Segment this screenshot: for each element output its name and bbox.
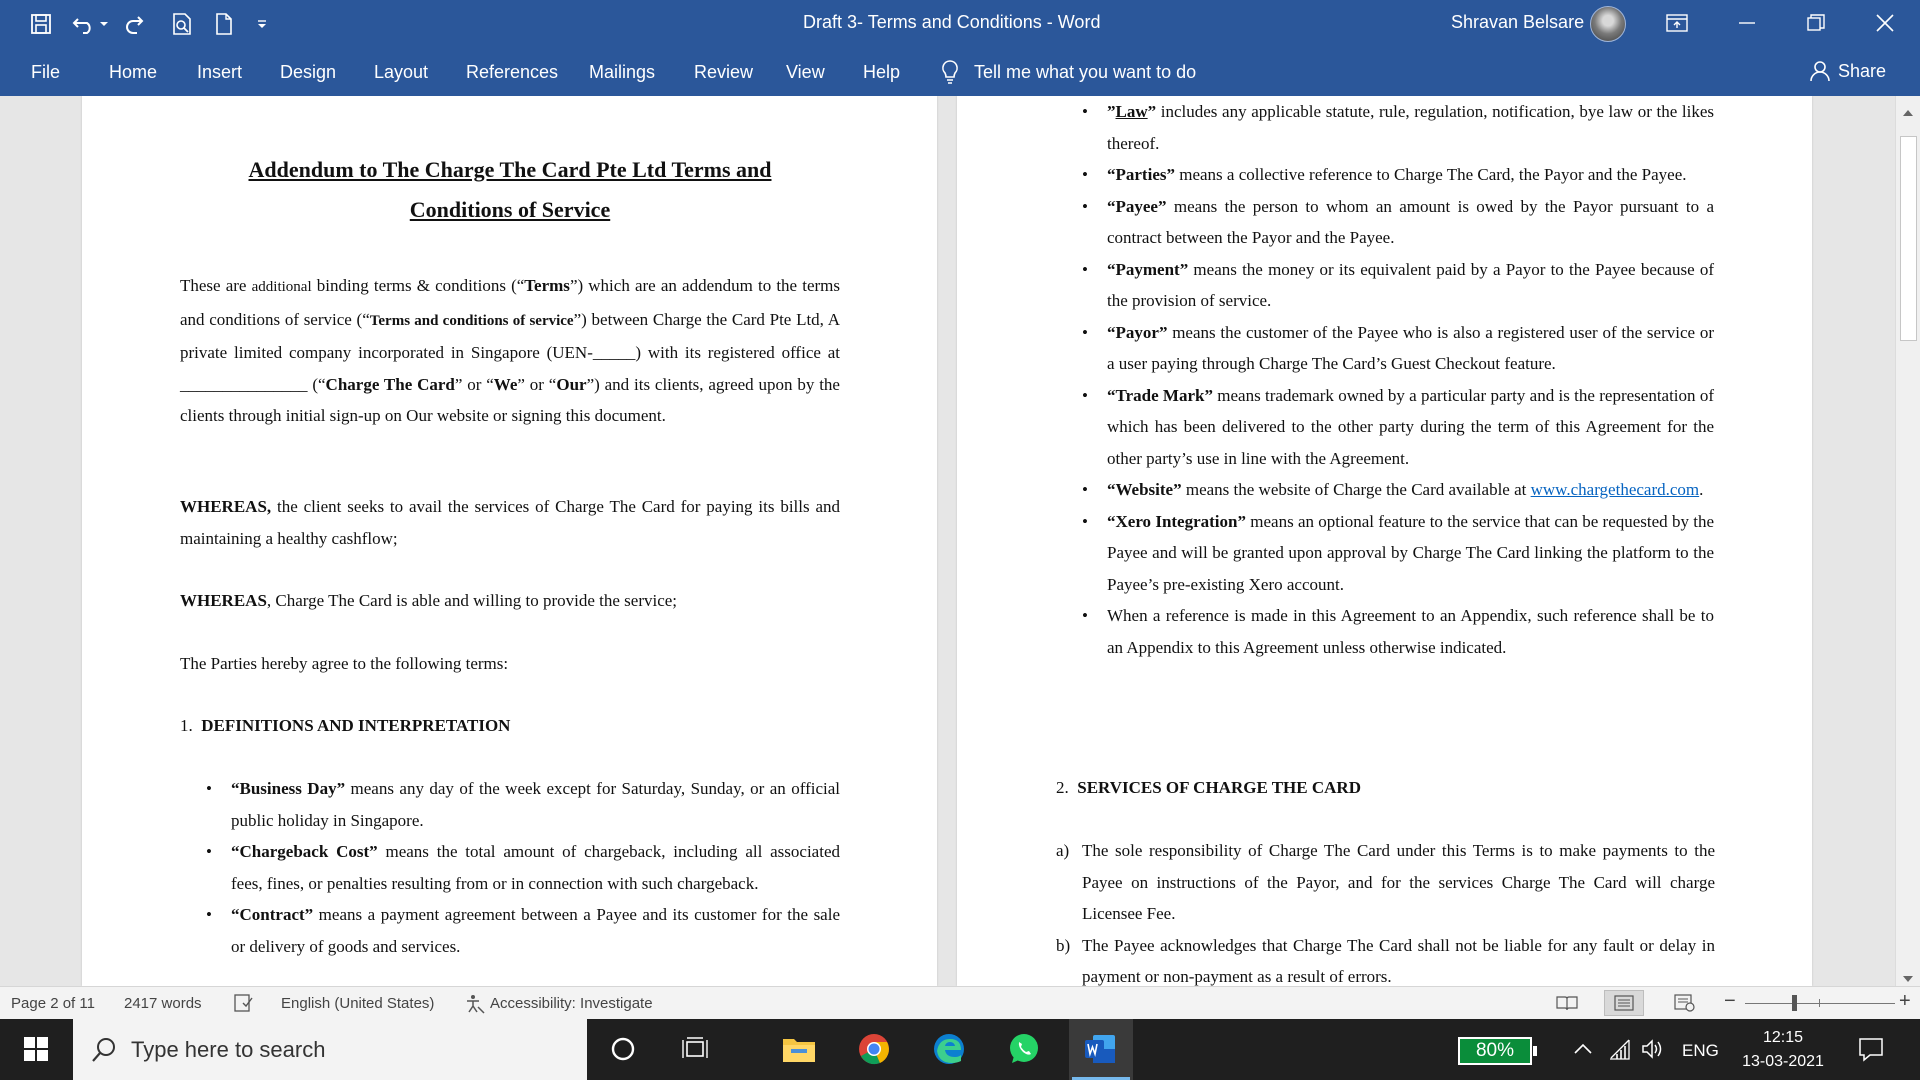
avatar[interactable] [1590, 6, 1626, 42]
save-icon[interactable] [27, 12, 55, 36]
title-bar [0, 0, 1920, 47]
customize-toolbar-icon[interactable] [254, 12, 270, 36]
ribbon-display-options-icon[interactable] [1662, 10, 1692, 36]
search-placeholder: Type here to search [131, 1036, 326, 1062]
print-layout-icon[interactable] [1604, 990, 1644, 1016]
section-2-heading: 2. SERVICES OF CHARGE THE CARD [1056, 778, 1361, 797]
show-hidden-icons-icon[interactable] [1563, 1029, 1603, 1069]
cortana-icon[interactable] [603, 1029, 643, 1069]
vertical-scrollbar[interactable] [1895, 96, 1920, 986]
lightbulb-icon [940, 59, 960, 85]
search-icon [91, 1037, 117, 1063]
list-item: • When a reference is made in this Agreement to an Appendix, such reference shall be to an Appendix to this Agreement unless otherwise indicated. [1082, 606, 1714, 657]
zoom-in-icon[interactable]: + [1899, 990, 1911, 1012]
undo-dropdown-icon[interactable] [96, 12, 112, 36]
web-layout-icon[interactable] [1665, 990, 1705, 1016]
share-button[interactable] [1810, 60, 1886, 82]
new-document-icon[interactable] [210, 12, 238, 36]
list-item: • “Payor” means the customer of the Payee who is also a registered user of the service or a user paying through Charge The Card’s Guest Checkout feature. [1082, 322, 1714, 373]
list-item: • “Business Day” means any day of the week except for Saturday, Sunday, or an official public holiday in Singapore. [206, 779, 841, 830]
word-count[interactable]: 2417 words [124, 995, 202, 1012]
share-label: Share [1838, 60, 1887, 81]
list-item: • “Website” means the website of Charge the Card available at www.chargethecard.com. [1082, 480, 1704, 499]
document-title-text: Draft 3- Terms and Conditions - Word [803, 12, 1101, 32]
clock-time: 12:15 [1762, 1029, 1804, 1046]
list-item: • “Chargeback Cost” means the total amount of chargeback, including all associated fees, fines, or penalties resulting from or in connection with such chargeback. [206, 842, 840, 893]
user-name[interactable]: Shravan Belsare [1451, 12, 1585, 32]
scrollbar-thumb[interactable] [1900, 136, 1917, 341]
zoom-slider[interactable] [1745, 1003, 1895, 1004]
tab-mailings[interactable]: Mailings [589, 62, 656, 82]
proofing-icon[interactable] [234, 994, 254, 1016]
ribbon-tabs [0, 47, 1920, 96]
page-count[interactable]: Page 2 of 11 [11, 995, 95, 1012]
scroll-up-icon[interactable] [1902, 102, 1914, 121]
heading-line-1: Addendum to The Charge The Card Pte Ltd Terms and [248, 157, 772, 182]
tell-me-search[interactable] [940, 59, 1196, 85]
list-item: b) The Payee acknowledges that Charge The Card shall not be liable for any fault or delay in payment or non-payment as a result of errors. [1056, 935, 1715, 986]
tab-review[interactable]: Review [694, 62, 754, 82]
edge-icon[interactable] [929, 1029, 969, 1069]
volume-icon[interactable] [1633, 1029, 1673, 1069]
windows-taskbar [0, 1019, 1920, 1080]
redo-icon[interactable] [122, 12, 150, 36]
list-item: • “Xero Integration” means an optional feature to the service that can be requested by the Payee and will be granted upon approval by Charge The Card linking the platform to the Payee’s pre-existing Xero account. [1082, 511, 1714, 594]
list-item: a) The sole responsibility of Charge The Card under this Terms is to make payments to the Payee on instructions of the Payor, and for the services Charge The Card will charge Licensee Fee. [1056, 841, 1715, 923]
tab-layout[interactable]: Layout [374, 62, 429, 82]
list-item: • “Payee” means the person to whom an amount is owed by the Payor pursuant to a contract between the Payor and the Payee. [1082, 196, 1714, 247]
print-preview-icon[interactable] [168, 12, 196, 36]
list-item: • “Contract” means a payment agreement between a Payee and its customer for the sale or delivery of goods and services. [206, 905, 840, 956]
file-explorer-icon[interactable] [779, 1029, 819, 1069]
clock[interactable] [1738, 1026, 1828, 1074]
accessibility-status[interactable]: Accessibility: Investigate [490, 995, 653, 1012]
list-item: • ”Law” includes any applicable statute, rule, regulation, notification, bye law or the likes thereof. [1082, 102, 1714, 153]
tab-design[interactable]: Design [280, 62, 337, 82]
definitions-list-right [1082, 96, 1714, 663]
person-icon [1810, 60, 1830, 82]
whereas-paragraph-1: WHEREAS, the client seeks to avail the services of Charge The Card for paying its bills and maintaining a healthy cashflow; [180, 497, 840, 548]
parties-agree-paragraph: The Parties hereby agree to the following terms: [180, 654, 509, 673]
scroll-down-icon[interactable] [1902, 968, 1914, 987]
tab-view[interactable]: View [786, 62, 825, 82]
services-list [1056, 835, 1715, 986]
tab-file[interactable]: File [31, 62, 61, 82]
tab-insert[interactable]: Insert [197, 62, 243, 82]
zoom-slider-thumb[interactable] [1792, 995, 1797, 1011]
close-icon[interactable] [1870, 10, 1900, 36]
language-indicator[interactable]: English (United States) [281, 995, 435, 1012]
list-item: • “Trade Mark” means trademark owned by a particular party and is the representation of which has been delivered to the other party during the term of this Agreement for the other party’s use in line with the Agreement. [1082, 385, 1714, 468]
zoom-out-icon[interactable]: − [1724, 990, 1736, 1012]
list-item: • “Parties” means a collective reference to Charge The Card, the Payor and the Payee. [1082, 165, 1687, 184]
accessibility-icon[interactable] [465, 994, 485, 1018]
section-1-heading: 1. DEFINITIONS AND INTERPRETATION [180, 716, 511, 735]
tab-help[interactable]: Help [863, 62, 901, 82]
notifications-icon[interactable] [1851, 1029, 1891, 1069]
document-heading [180, 150, 840, 230]
tab-references[interactable]: References [466, 62, 559, 82]
restore-icon[interactable] [1801, 10, 1831, 36]
whatsapp-icon[interactable] [1004, 1029, 1044, 1069]
task-view-icon[interactable] [676, 1029, 716, 1069]
input-language[interactable]: ENG [1682, 1041, 1719, 1060]
whereas-paragraph-2: WHEREAS, Charge The Card is able and willing to provide the service; [180, 591, 678, 610]
chrome-icon[interactable] [854, 1029, 894, 1069]
taskbar-search-box[interactable] [73, 1019, 587, 1080]
tab-home[interactable]: Home [109, 62, 158, 82]
undo-icon[interactable] [70, 12, 98, 36]
document-page-2[interactable] [82, 96, 937, 986]
windows-start-icon[interactable] [16, 1029, 56, 1069]
intro-paragraph: These are additional binding terms & conditions (“Terms”) which are an addendum to the terms and conditions of service (“Terms and conditions of service”) between Charge the Card Pte Ltd, A private limited company incorporated in Singapore (UEN-_____) with its registered office at _______________ (“Charge The Card” or “We” or “Our”) and its clients, agreed upon by the clients through initial sign-up on Our website or signing this document. [180, 276, 841, 425]
battery-indicator[interactable]: 80% [1458, 1037, 1532, 1065]
list-item: • “Payment” means the money or its equivalent paid by a Payor to the Payee because of the provision of service. [1082, 259, 1714, 310]
status-bar [0, 986, 1920, 1019]
word-app-icon[interactable] [1080, 1029, 1120, 1069]
website-link[interactable]: www.chargethecard.com [1530, 480, 1700, 499]
tell-me-text: Tell me what you want to do [974, 61, 1197, 82]
document-area[interactable] [0, 96, 1895, 986]
document-page-3[interactable] [957, 96, 1812, 986]
definitions-list-left [206, 773, 841, 962]
read-mode-icon[interactable] [1547, 990, 1587, 1016]
clock-date: 13-03-2021 [1742, 1053, 1824, 1070]
heading-line-2: Conditions of Service [409, 197, 611, 222]
minimize-icon[interactable] [1732, 10, 1762, 36]
